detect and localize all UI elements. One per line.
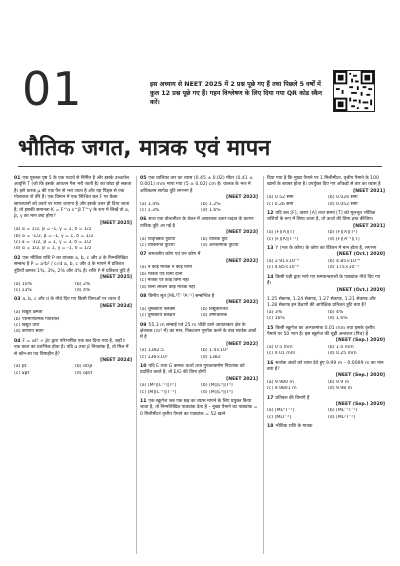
question-stem — [14, 176, 132, 221]
answer-option: (b) परिमाणात्मक गतिशील — [14, 316, 59, 322]
answer-option: (b) [M][L⁰][T⁰] — [201, 383, 233, 389]
question-item — [267, 297, 385, 323]
chapter-header — [0, 0, 400, 161]
answer-option: (b) [F][A][T²] — [328, 230, 358, 236]
option-list — [267, 408, 385, 421]
exam-tag: [NEET 2023] — [226, 195, 258, 201]
answer-option: (d) बिना लेकिन कोई मात्रक नहीं — [140, 284, 195, 290]
answer-option: (b) 2% — [75, 281, 91, 287]
answer-option: (b) 9.9 m — [328, 379, 350, 385]
answer-option: (b) 0.026 सेमी — [328, 195, 358, 201]
answer-option: (c) 9.9801 m — [267, 386, 297, 392]
question-stem — [267, 361, 385, 374]
question-number: 11 — [140, 399, 147, 404]
question-stem — [267, 211, 385, 224]
question-stem — [267, 424, 385, 430]
option-list — [140, 202, 258, 215]
answer-option: (d) [M][L⁰][T⁰] — [201, 389, 233, 395]
question-stem — [140, 176, 258, 195]
answer-option: (a) α = 1/2, β = -1, γ = 1, δ = 1/2 — [14, 227, 92, 233]
question-number: 18 — [267, 424, 274, 430]
answer-option: (d) 9.98 m — [328, 386, 353, 392]
question-stem — [267, 176, 385, 189]
question-number: 09 — [140, 322, 147, 328]
answer-option: (a) न कोई मात्रक न कोई विमा — [140, 265, 192, 271]
answer-option: (d) 1382 — [201, 354, 221, 360]
question-number: 10 — [140, 363, 147, 369]
answer-option: (c) αβt — [14, 370, 30, 376]
answer-option: (d) कोणीय संवेग — [14, 329, 44, 335]
question-item — [140, 323, 258, 361]
option-list — [267, 230, 385, 243]
answer-option: (c) 16% — [267, 316, 285, 322]
answer-option: (c) 4.85×10⁻⁶ — [267, 265, 299, 271]
question-stem — [267, 275, 385, 288]
question-item — [267, 246, 385, 272]
answer-option: (a) [F][A][T] — [267, 230, 295, 236]
exam-tag: [NEET 2024] — [100, 303, 132, 309]
question-text: सार्थक अंकों को ध्यान देते हुए 9.99 m – 0.0099 m का मान क्या है? — [267, 360, 384, 372]
question-text: एक पुस्तक पृष्ठ 5 के एक पदार्थ से निर्मित है और इसके उच्चतोल आवृत्ति T (जो कि इसके आयतन गैस भरी जाती है) का छोटा हो सकता है। इसे धारक μ की एक पैन से भरा जाता है और यह पिंड्स से एक गोलाकार से तीरे हैं। एक विमान में एक निश्चित बल F पर कैसा छायस्थानों को उतारे पर मापा जाएगा है और इसके उत्तर ही दिया जाता है, तो इसकी समानता K = F^α s^β T^γ के रूप में लिखें तो α, β, γ का मान क्या होगा? — [14, 176, 132, 220]
question-text: a, b, c और d के नीचे दिए गए किसी विमाओं पर ध्यान दें — [22, 297, 120, 303]
answer-option: (b) 1.2% — [201, 201, 221, 207]
answer-option: (b) αt/β — [75, 364, 93, 370]
question-item — [267, 326, 385, 358]
question-number: 01 — [14, 176, 21, 181]
column-1 — [14, 176, 132, 380]
question-item — [14, 176, 132, 253]
question-text: एक भौतिक राशि P का व्यंजक a, b, c और d के निम्नलिखित सम्बन्ध है P = a³b² / c√d a, b, c और d के मापने में प्रतिशत त्रुटियाँ क्रमशः 1%, 3%, 2% और 4% हैं। राशि P में प्रतिशत त्रुटि है — [14, 255, 130, 274]
answer-option: (d) 175×10⁻³ — [328, 265, 359, 271]
answer-option: (b) 4.85×10⁻⁴ — [328, 258, 361, 264]
answer-option: (c) 1.3% — [140, 208, 160, 214]
option-list — [140, 307, 258, 320]
answer-option: (c) 13% — [14, 287, 32, 293]
chapter-intro: इस अध्याय से NEET 2025 में 2 प्रश्न पूछे गए हैं तथा पिछले 5 वर्षों में कुल 12 प्रश्न पूछे गए हैं। गहन विश्लेषण के लिए दिया गया QR कोड स्कैन करें। — [150, 81, 323, 106]
question-stem — [267, 326, 385, 339]
answer-option: (b) यांत्रिक त्रुटि — [201, 236, 228, 242]
answer-option: (d) 4% — [75, 287, 91, 293]
question-item — [267, 211, 385, 243]
question-number: 16 — [267, 360, 274, 366]
question-item — [140, 364, 258, 396]
question-item — [267, 176, 385, 208]
question-stem — [14, 256, 132, 275]
question-text: भौतिक राशि के मात्रक — [275, 424, 313, 430]
option-list — [140, 265, 258, 291]
question-text: साथ एक वोल्टमीटर के चेकर में आवश्यक उतार-चढ़ाव के कारण यांत्रिक त्रुटि आ गई है — [140, 217, 254, 229]
question-stem — [140, 217, 258, 230]
exam-tag: [NEET 2021] — [353, 188, 385, 194]
column-2 — [140, 176, 258, 421]
answer-option: (d) 0.25 mm — [328, 351, 357, 357]
option-list — [267, 195, 385, 208]
question-item — [267, 424, 385, 430]
answer-option: (b) विद्युतविभव — [201, 306, 228, 312]
question-item — [267, 275, 385, 294]
answer-option: (d) अल्पतमांक त्रुटियाँ — [201, 243, 239, 249]
answer-option: (c) 138×10¹ — [140, 354, 168, 360]
question-text: विमीय सूत्र [ML²T⁻³A⁻¹] सम्बन्धित है — [148, 293, 215, 299]
question-item — [14, 256, 132, 294]
answer-option: (c) [MLT⁻²] — [267, 414, 292, 420]
answer-option: (c) 0.26 सेमी — [267, 201, 294, 207]
answer-option: (d) 0.052 सेमी — [328, 201, 358, 207]
answer-option: (b) 4% — [328, 309, 344, 315]
question-text: समतलीय कोण एवं घन कोण में — [148, 252, 201, 258]
answer-option: (b) 1.4×10³ — [201, 348, 228, 354]
exam-tag: [NEET 2025] — [100, 275, 132, 281]
question-number: 06 — [140, 217, 147, 223]
answer-option: (d) 1.6% — [201, 208, 221, 214]
question-text: यदि E तथा G क्रमशः ऊर्जा तथा गुरुत्वाकर्षण नियतांक को प्रदर्शित करते हैं, तो E/G की विमा होगी — [140, 363, 245, 376]
question-text: F = αt² + βt द्वारा परिभाषित एक बल दिया गया है, जहाँ t एक काल का प्रारंभिक होता है। यदि α तथा β नियतांक हैं, तो मिल में से कौन-सा पद विमाहीन है? — [14, 338, 129, 357]
exam-tag: [NEET (Oct.) 2020] — [336, 287, 385, 293]
exam-tag: [NEET (Sep.) 2020] — [335, 402, 385, 407]
question-columns — [14, 176, 386, 556]
question-stem — [14, 339, 132, 358]
question-text: एक चालिका तार का व्यास (0.45 ± 0.02) मीटर (0.41 ± 0.001) mm मापा गया (5 ± 0.02) cm है। चालक के भार में अधिकतम सापेक्ष त्रुटि लगभग है — [140, 176, 254, 194]
answer-option: (d) [ML²T⁻²] — [328, 414, 355, 420]
question-text: किसी घड़ी द्वारा मापे गए समयान्तरालों के पाठ्यांक नीचे दिए गए हैं। — [267, 274, 381, 287]
exam-tag: [NEET (Oct.) 2020] — [336, 252, 385, 258]
answer-option: (a) 1.4% — [140, 201, 160, 207]
answer-option: (c) चुम्बकीय बलक्षेत्र — [140, 313, 176, 319]
question-item — [140, 217, 258, 249]
answer-option: (b) [ML⁻¹T⁻²] — [328, 408, 358, 414]
answer-option: (a) 1382.5 — [140, 348, 164, 354]
question-number: 08 — [140, 293, 147, 299]
answer-option: (b) α = -1/2, β = -1, γ = 1, δ = 1/2 — [14, 233, 94, 239]
answer-option: (c) मात्रक पर कोई विमा नहीं — [140, 278, 189, 284]
chapter-title-bar — [18, 136, 382, 167]
question-text: किसी स्क्रूगेज का अल्पतमांक 0.01 mm तथा इसके वृत्तीय पैमाने पर 50 भाग है। इस स्क्रूगेज की चूड़ी अन्तराल (पिच) है — [267, 325, 375, 337]
option-list — [14, 364, 132, 377]
answer-option: (d) उष्णचालक — [201, 313, 228, 319]
question-number: 05 — [140, 176, 147, 181]
exam-tag: [NEET (Sep.) 2020] — [335, 373, 385, 379]
answer-option: (b) मात्रक एवं विमा दोनों — [140, 271, 183, 277]
chapter-title: भौतिक जगत, मात्रक एवं मापन — [18, 136, 271, 161]
question-item — [140, 176, 258, 214]
exam-tag: [NEET (Sep.) 2020] — [335, 338, 385, 344]
question-item — [14, 339, 132, 377]
exam-tag: [NEET 2022] — [226, 258, 258, 264]
question-number: 13 — [267, 246, 274, 252]
exam-tag: [NEET 2021] — [226, 376, 258, 382]
option-list — [267, 380, 385, 393]
question-item — [140, 399, 258, 418]
question-stem — [140, 323, 258, 342]
answer-option: (a) 9.980 m — [267, 379, 294, 385]
chapter-number: 01 — [22, 62, 83, 116]
exam-tag: [NEET 2023] — [226, 230, 258, 236]
question-text: 1.25 सेकण्ड, 1.24 सेकण्ड, 1.27 सेकण्ड, 1.21 सेकण्ड और 1.28 सेकण्ड इन प्रेक्षणों की आपेक्षिक प्रतिशत त्रुटि क्या है? — [267, 296, 376, 309]
answer-option: (a) 10% — [14, 281, 33, 287]
answer-option: (c) [F][A][T⁻¹] — [267, 236, 299, 242]
exam-tag: [NEET 2022] — [226, 341, 258, 347]
question-number: 02 — [14, 255, 21, 261]
answer-option: (c) व्यक्तिगत त्रुटियाँ — [140, 243, 175, 249]
option-list — [14, 310, 132, 336]
answer-option: (a) 3% — [267, 309, 283, 315]
option-list — [267, 259, 385, 272]
answer-option: (a) 0.5 mm — [267, 344, 293, 350]
exam-tag: [NEET 2024] — [100, 357, 132, 363]
question-text: Y (भार के कोण) के कोण का रेडियन में मान होता है, लगभग — [275, 246, 377, 252]
qr-code-icon — [334, 71, 374, 111]
question-text: दिया गया है कि मुख्य पैमाने पर 1 मिलीमीटर, वृत्तीय पैमाने के 100 खानों के बराबर होता है। उपर्युक्त दिए गए आँकड़ों से तार का व्यास है — [267, 176, 381, 188]
answer-option: (d) αβ/t — [75, 370, 93, 376]
answer-option: (d) α = 1/2, β = 1, γ = -1, δ = 1/2 — [14, 246, 92, 252]
answer-option: (c) [M][L⁻¹][T⁻²] — [140, 389, 177, 395]
question-text: 55.3 m लम्बाई एवं 25 m चौड़ी वाले आयताकार क्षेत्र के क्षेत्रफल (m² में) का मान, निकटतम पूर्णांक करने के बाद सार्थक अंकों में है — [140, 322, 257, 341]
question-text: यदि बल [F], त्वरण [A] तथा समय [T] को मूलभूत भौतिक राशियों के रूप में लिया जाता है, तो ऊर्जा की विमा ज्ञात कीजिए। — [267, 211, 376, 223]
answer-option: (a) यादृच्छिक त्रुटियाँ — [140, 236, 176, 242]
question-number: 15 — [267, 325, 274, 331]
answer-option: (a) 0.52 सेमी — [267, 195, 294, 201]
option-list — [14, 227, 132, 253]
option-list — [140, 348, 258, 361]
option-list — [267, 345, 385, 358]
answer-option: (d) [F][A⁻¹][T] — [328, 236, 360, 242]
option-list — [140, 383, 258, 396]
question-item — [267, 361, 385, 393]
exam-tag: [NEET 2021] — [353, 223, 385, 229]
answer-option: (a) [M²][L⁻²][T⁰] — [140, 383, 176, 389]
answer-option: (c) 0.01 mm — [267, 351, 296, 357]
answer-option: (b) 1.0 mm — [328, 344, 354, 350]
question-number: 14 — [267, 274, 274, 280]
answer-option: (a) βt — [14, 364, 27, 370]
option-list — [267, 310, 385, 323]
question-number: 12 — [267, 211, 274, 217]
question-stem — [140, 399, 258, 418]
question-item — [140, 252, 258, 290]
question-item — [140, 294, 258, 320]
answer-option: (c) विद्युत धारा — [14, 322, 40, 328]
column-3 — [267, 176, 385, 434]
exam-tag: [NEET 2022] — [226, 300, 258, 306]
answer-option: (a) चुम्बकीय फ्लक्स — [140, 306, 175, 312]
question-item — [14, 297, 132, 335]
answer-option: (a) [ML⁰T⁻²] — [267, 408, 294, 414]
qr-code[interactable] — [333, 70, 375, 112]
question-text: एक स्क्रूगेज जब एक छड़ का व्यास मापने के लिए प्रयुक्त किया जाता है, तो निम्नलिखित पाठ्यांक देता है – मुख्य पैमाने का पाठ्यांक = 0 मिलीमीटर वृत्तीय पैमाने का पाठ्यांक = 52 खाने — [140, 399, 258, 417]
question-stem — [140, 364, 258, 377]
question-number: 17 — [267, 395, 274, 401]
question-stem — [267, 297, 385, 310]
exam-tag: [NEET 2025] — [100, 220, 132, 226]
answer-option: (a) विद्युत क्षमता — [14, 310, 43, 316]
option-list — [140, 237, 258, 250]
question-number: 07 — [140, 252, 147, 258]
question-text: प्रतिबल की विमाएँ हैं — [275, 395, 310, 401]
answer-option: (d) 1.6% — [328, 316, 348, 322]
question-number: 04 — [14, 338, 21, 344]
answer-option: (c) α = -1/2, β = 1, γ = 3, δ = 1/2 — [14, 240, 92, 246]
question-number: 03 — [14, 297, 21, 303]
question-item — [267, 396, 385, 422]
question-stem — [14, 297, 132, 303]
option-list — [14, 282, 132, 295]
answer-option: (a) 2.91×10⁻⁴ — [267, 258, 300, 264]
